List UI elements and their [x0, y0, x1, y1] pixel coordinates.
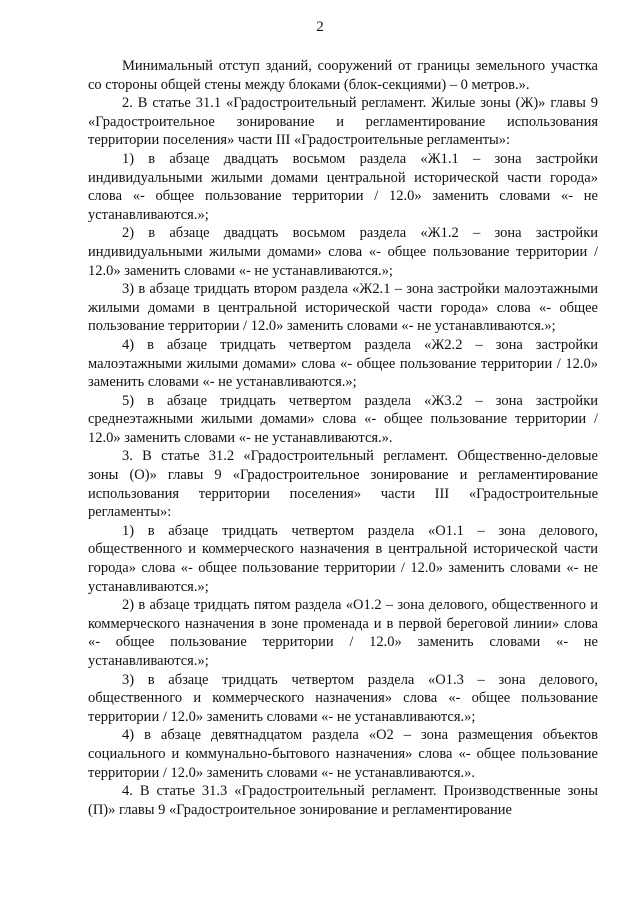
- paragraph-subitem-zh1-2: 2) в абзаце двадцать восьмом раздела «Ж1.2 – зона застройки индивидуальными жилыми домами» слова «- общее пользование территории / 12.0» заменить словами «- не устанавливаются.»;: [88, 225, 598, 279]
- paragraph-subitem-zh3-2: 5) в абзаце тридцать четвертом раздела «Ж3.2 – зона застройки среднеэтажными жилыми домами» слова «- общее пользование территории / 12.0» заменить словами «- не устанавливаются.».: [88, 392, 598, 446]
- page-number: 2: [316, 19, 324, 35]
- paragraph-item-4: 4. В статье 31.3 «Градостроительный регламент. Производственные зоны (П)» главы 9 «Градостроительное зонирование и регламентирование: [88, 783, 598, 818]
- paragraph-subitem-o1-3: 3) в абзаце тридцать четвертом раздела «О1.3 – зона делового, общественного и коммерческого назначения» слова «- общее пользование территории / 12.0» заменить словами «- не устанавливаются.»;: [88, 671, 598, 725]
- paragraph-item-3: 3. В статье 31.2 «Градостроительный регламент. Общественно-деловые зоны (О)» главы 9 «Градостроительное зонирование и регламентирование использования территории поселения» части III «Градостроительные регламенты»:: [88, 448, 598, 521]
- paragraph-subitem-zh1-1: 1) в абзаце двадцать восьмом раздела «Ж1.1 – зона застройки индивидуальными жилыми домами центральной исторической части города» слова «- общее пользование территории / 12.0» заменить словами «- не устанавливаются.»;: [88, 150, 598, 223]
- paragraph-subitem-zh2-2: 4) в абзаце тридцать четвертом раздела «Ж2.2 – зона застройки малоэтажными жилыми домами» слова «- общее пользование территории / 12.0» заменить словами «- не устанавливаются.»;: [88, 336, 598, 391]
- paragraph-subitem-o1-1: 1) в абзаце тридцать четвертом раздела «О1.1 – зона делового, общественного и коммерческого назначения в центральной исторической части города» слова «- общее пользование территории / 12.0» заменить словами «- не устанавливаются.»;: [88, 522, 598, 595]
- paragraph-subitem-zh2-1: 3) в абзаце тридцать втором раздела «Ж2.1 – зона застройки малоэтажными жилыми домами в центральной исторической части города» слова «- общее пользование территории / 12.0» заменить словами «- не устанавливаются.»;: [88, 281, 598, 335]
- paragraph-min-setback: Минимальный отступ зданий, сооружений от границы земельного участка со стороны общей стены между блоками (блок-секциями) – 0 метров.».: [88, 58, 598, 93]
- paragraph-subitem-o1-2: 2) в абзаце тридцать пятом раздела «О1.2 – зона делового, общественного и коммерческого назначения в зоне променада и в первой береговой линии» слова «- общее пользование территории / 12.0» заменить словами «- не устанавливаются.»;: [88, 597, 598, 669]
- paragraph-item-2: 2. В статье 31.1 «Градостроительный регламент. Жилые зоны (Ж)» главы 9 «Градостроительное зонирование и регламентирование использования территории поселения» части III «Градостроительные регламенты»:: [88, 95, 598, 149]
- paragraph-subitem-o2: 4) в абзаце девятнадцатом раздела «О2 – зона размещения объектов социального и коммунально-бытового назначения» слова «- общее пользование территории / 12.0» заменить словами «- не устанавливаются.».: [88, 727, 598, 781]
- document-body: [88, 57, 598, 819]
